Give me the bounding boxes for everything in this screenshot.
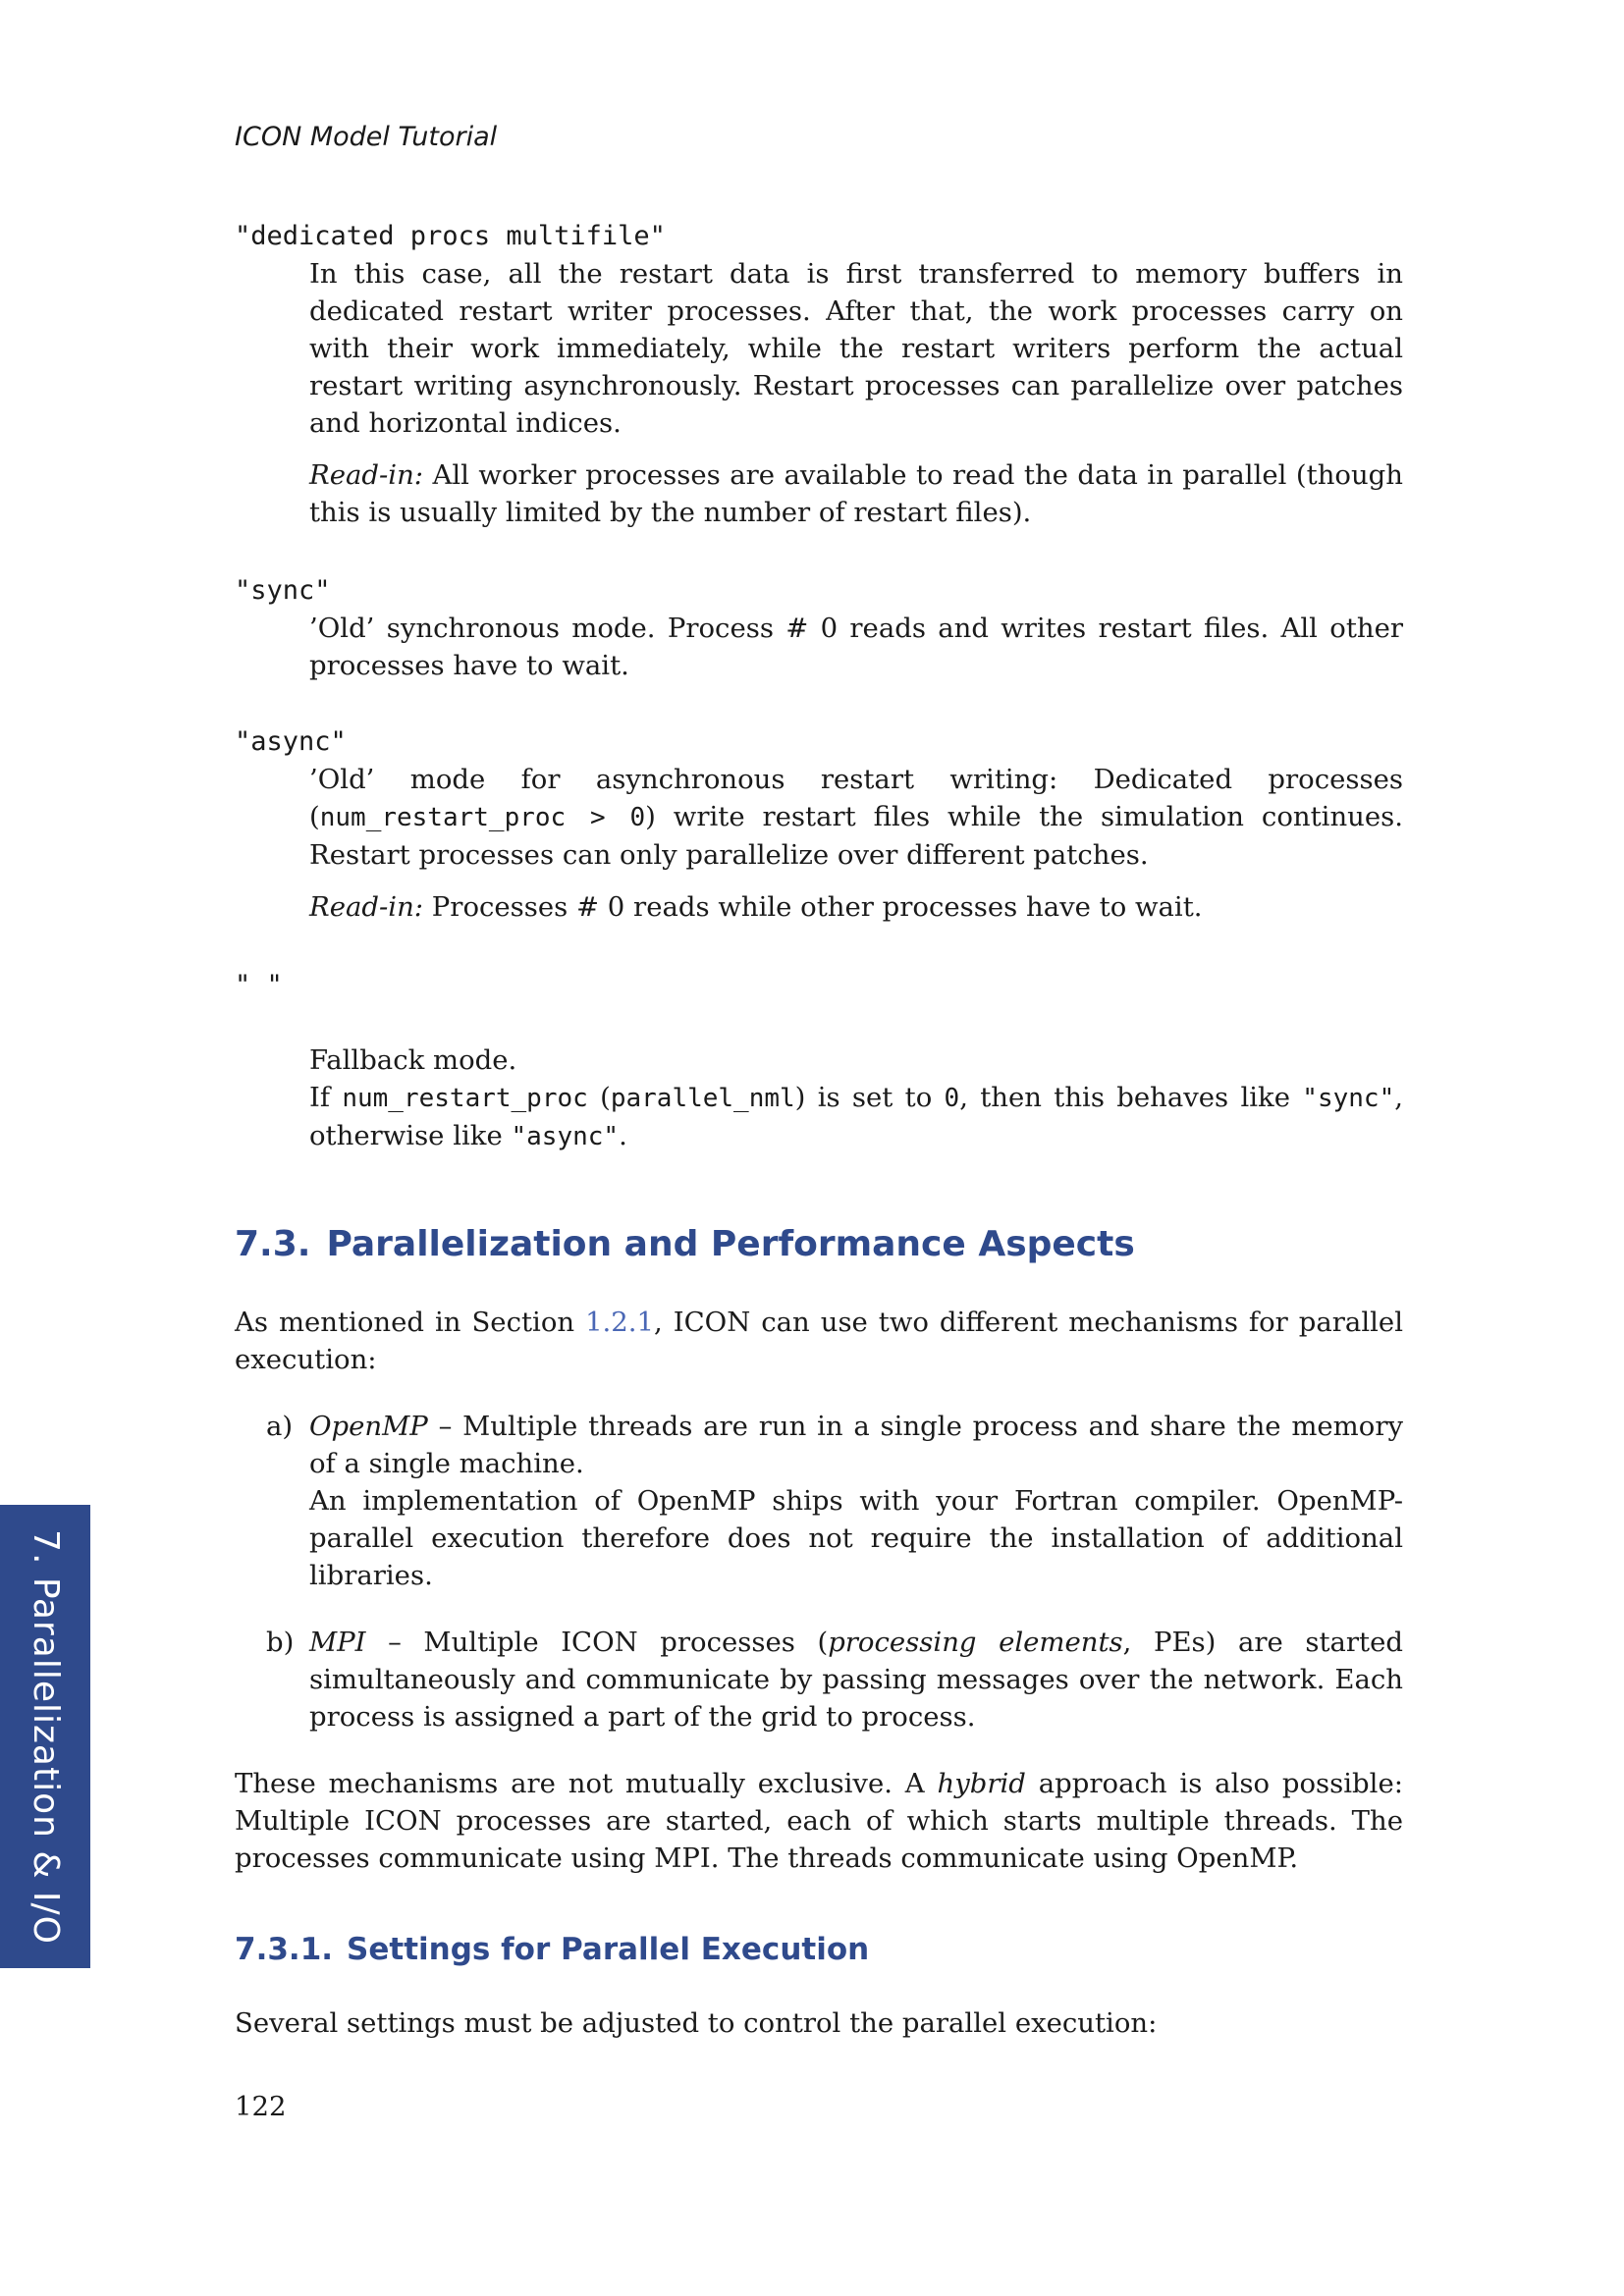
definition-description xyxy=(309,255,1403,531)
definition-paragraph: In this case, all the restart data is first transferred to memory buffers in dedicated restart writer processes. After that, the work processes carry on with their work immediately, while the restart writers perform the actual restart writing asynchronously. Restart processes can parallelize over patches and horizontal indices. xyxy=(309,258,1403,439)
list-label: b) xyxy=(266,1627,295,1658)
text-run: If xyxy=(309,1082,343,1113)
definition-description xyxy=(309,761,1403,926)
definition-term: "async" xyxy=(235,726,347,757)
definition-description xyxy=(309,610,1403,684)
section-reference-link[interactable]: 1.2.1 xyxy=(585,1307,655,1338)
page-content xyxy=(235,218,1403,2042)
text-run: , ICON can use two different mechanisms for parallel execution: xyxy=(235,1307,1403,1375)
text-run: , then this behaves like xyxy=(959,1082,1303,1113)
definition-entry xyxy=(235,967,1403,1155)
readin-paragraph xyxy=(309,456,1403,531)
text-run: ’Old’ mode for asynchronous restart writing: Dedicated processes ( xyxy=(309,764,1403,832)
list-item xyxy=(235,1624,1403,1735)
section-heading xyxy=(235,1224,1403,1264)
inline-code: num_restart_proc > 0 xyxy=(319,803,646,832)
mechanism-name: MPI xyxy=(309,1627,366,1658)
subsection-heading xyxy=(235,1932,1403,1967)
definition-paragraph xyxy=(309,1041,1403,1155)
text-run: ) write restart files while the simulation continues. Restart processes can only parallelize over different patches. xyxy=(309,801,1403,871)
readin-text: Processes # 0 reads while other processes have to wait. xyxy=(423,891,1203,923)
readin-label: Read-in: xyxy=(309,891,424,923)
emphasis: processing elements xyxy=(828,1627,1123,1658)
subsection-title: Settings for Parallel Execution xyxy=(347,1932,870,1967)
readin-paragraph xyxy=(309,888,1403,926)
readin-text: All worker processes are available to read the data in parallel (though this is usually limited by the number of restart files). xyxy=(309,459,1403,528)
chapter-tab-label: 7. Parallelization & I/O xyxy=(25,1528,66,1945)
hybrid-paragraph xyxy=(235,1765,1403,1877)
text-run: Fallback mode. xyxy=(309,1044,517,1076)
readin-label: Read-in: xyxy=(309,459,424,491)
chapter-side-tab xyxy=(0,1505,90,1968)
list-label: a) xyxy=(266,1411,294,1442)
inline-code: 0 xyxy=(944,1084,960,1113)
section-title: Parallelization and Performance Aspects xyxy=(326,1224,1135,1264)
text-run: – Multiple ICON processes ( xyxy=(365,1627,829,1658)
text-run: , otherwise like xyxy=(309,1082,1403,1151)
section-number: 7.3. xyxy=(235,1224,311,1264)
definition-entry xyxy=(235,218,1403,531)
page-number: 122 xyxy=(235,2091,287,2122)
text-run: approach is also possible: Multiple ICON processes are started, each of which starts multiple threads. The processes communicate using MPI. The threads communicate using OpenMP. xyxy=(235,1768,1403,1874)
definition-term: "dedicated procs multifile" xyxy=(235,221,666,251)
text-run: – Multiple threads are run in a single process and share the memory of a single machine. xyxy=(309,1411,1403,1479)
list-item-text xyxy=(309,1624,1403,1735)
inline-code: "sync" xyxy=(1302,1084,1395,1113)
definition-description xyxy=(309,1041,1403,1155)
running-header: ICON Model Tutorial xyxy=(235,122,498,152)
definition-entry xyxy=(235,723,1403,926)
text-run: . xyxy=(619,1120,627,1151)
text-run: ) is set to xyxy=(794,1082,945,1113)
text-run: These mechanisms are not mutually exclusive. A xyxy=(235,1768,938,1799)
section-intro xyxy=(235,1304,1403,1378)
mechanism-name: OpenMP xyxy=(309,1411,428,1442)
text-run: As mentioned in Section xyxy=(235,1307,586,1338)
definition-term: " " xyxy=(235,970,283,1000)
text-run: An implementation of OpenMP ships with your Fortran compiler. OpenMP-parallel execution therefore does not require the installation of additional libraries. xyxy=(309,1485,1403,1591)
definition-paragraph: ’Old’ synchronous mode. Process # 0 reads and writes restart files. All other processes have to wait. xyxy=(309,613,1403,681)
inline-code: num_restart_proc xyxy=(342,1084,588,1113)
subsection-intro: Several settings must be adjusted to control the parallel execution: xyxy=(235,2007,1158,2039)
definition-term: "sync" xyxy=(235,575,331,606)
inline-code: "async" xyxy=(511,1122,620,1151)
text-run: ( xyxy=(587,1082,611,1113)
list-item-text xyxy=(309,1408,1403,1594)
mechanism-list xyxy=(235,1408,1403,1735)
inline-code: parallel_nml xyxy=(610,1084,795,1113)
subsection-number: 7.3.1. xyxy=(235,1932,334,1967)
list-item xyxy=(235,1408,1403,1594)
emphasis: hybrid xyxy=(937,1768,1026,1799)
definition-entry xyxy=(235,572,1403,684)
text-run: , PEs) are started simultaneously and communicate by passing messages over the network. Each process is assigned a part of the grid to process. xyxy=(309,1627,1403,1733)
definition-paragraph xyxy=(309,761,1403,874)
